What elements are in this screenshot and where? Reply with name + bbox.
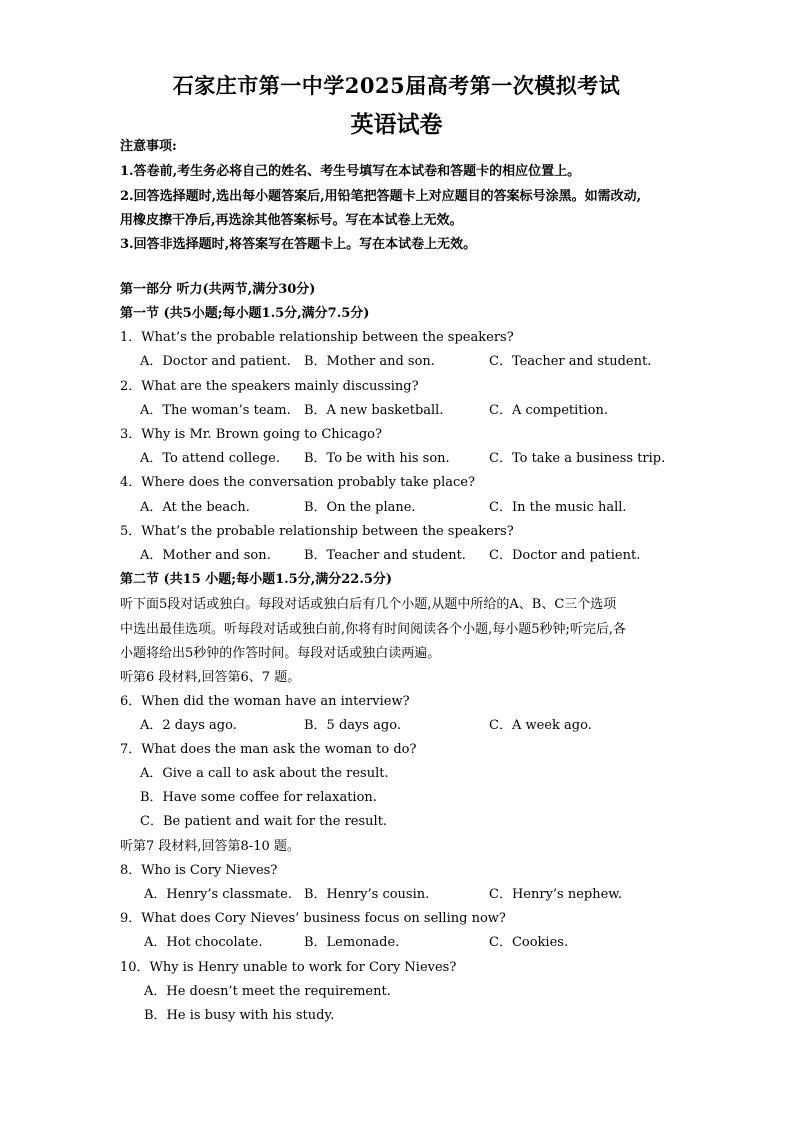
option-b: B．He is busy with his study.: [144, 1008, 335, 1023]
option-c: C．Teacher and student.: [489, 354, 652, 369]
option-a: A．To attend college.: [140, 451, 280, 466]
option-c: C．Be patient and wait for the result.: [140, 814, 388, 829]
option-a: A．Mother and son.: [140, 548, 271, 563]
option-b: B．Teacher and student.: [304, 548, 466, 563]
option-c: C．Henry’s nephew.: [489, 887, 623, 902]
question-stem: 4．Where does the conversation probably take place?: [120, 475, 475, 490]
option-c: C．In the music hall.: [489, 500, 627, 515]
option-c: C．A competition.: [489, 403, 609, 418]
material-heading: 听第7 段材料,回答第8-10 题。: [120, 839, 300, 854]
question-stem: 7．What does the man ask the woman to do?: [120, 742, 417, 757]
option-b: B．Have some coffee for relaxation.: [140, 790, 377, 805]
section-heading: 第一节 (共5小题;每小题1.5分,满分7.5分): [120, 306, 370, 321]
exam-subtitle: 英语试卷: [350, 111, 443, 138]
instructions-line: 中选出最佳选项。听每段对话或独白前,你将有时间阅读各个小题,每小题5秒钟;听完后,各: [120, 622, 627, 637]
section-heading: 第二节 (共15 小题;每小题1.5分,满分22.5分): [120, 572, 393, 587]
question-stem: 6．When did the woman have an interview?: [120, 694, 410, 709]
notice-item: 用橡皮擦干净后,再选涂其他答案标号。写在本试卷上无效。: [120, 213, 463, 228]
option-a: A．2 days ago.: [140, 718, 237, 733]
option-a: A．Doctor and patient.: [140, 354, 291, 369]
question-stem: 5．What’s the probable relationship between the speakers?: [120, 524, 514, 539]
exam-title: 石家庄市第一中学2025届高考第一次模拟考试: [172, 73, 621, 98]
question-stem: 3．Why is Mr. Brown going to Chicago?: [120, 427, 382, 442]
question-stem: 1．What’s the probable relationship between the speakers?: [120, 330, 514, 345]
option-b: B．5 days ago.: [304, 718, 401, 733]
option-b: B．On the plane.: [304, 500, 416, 515]
option-b: B．Henry’s cousin.: [304, 887, 430, 902]
option-a: A．At the beach.: [140, 500, 250, 515]
option-b: B．Mother and son.: [304, 354, 435, 369]
option-a: A．Give a call to ask about the result.: [140, 766, 389, 781]
question-stem: 2．What are the speakers mainly discussing?: [120, 379, 419, 394]
question-stem: 9．What does Cory Nieves’ business focus on selling now?: [120, 911, 506, 926]
option-c: C．Doctor and patient.: [489, 548, 641, 563]
instructions-line: 听下面5段对话或独白。每段对话或独白后有几个小题,从题中所给的A、B、C三个选项: [120, 597, 617, 612]
option-b: B．Lemonade.: [304, 935, 400, 950]
option-a: A．Hot chocolate.: [144, 935, 263, 950]
notice-item: 3.回答非选择题时,将答案写在答题卡上。写在本试卷上无效。: [120, 237, 477, 252]
notice-item: 2.回答选择题时,选出每小题答案后,用铅笔把答题卡上对应题目的答案标号涂黑。如需改动,: [120, 189, 642, 204]
question-stem: 10．Why is Henry unable to work for Cory Nieves?: [120, 960, 457, 975]
part-heading: 第一部分 听力(共两节,满分30分): [120, 282, 316, 297]
notice-item: 1.答卷前,考生务必将自己的姓名、考生号填写在本试卷和答题卡的相应位置上。: [120, 164, 581, 179]
option-c: C．Cookies.: [489, 935, 569, 950]
option-a: A．He doesn’t meet the requirement.: [144, 984, 391, 999]
notice-heading: 注意事项:: [120, 139, 177, 154]
instructions-line: 小题将给出5秒钟的作答时间。每段对话或独白读两遍。: [120, 646, 441, 661]
option-a: A．The woman’s team.: [140, 403, 291, 418]
option-b: B．To be with his son.: [304, 451, 450, 466]
option-c: C．A week ago.: [489, 718, 592, 733]
option-b: B．A new basketball.: [304, 403, 444, 418]
option-c: C．To take a business trip.: [489, 451, 666, 466]
material-heading: 听第6 段材料,回答第6、7 题。: [120, 670, 301, 685]
option-a: A．Henry’s classmate.: [144, 887, 292, 902]
question-stem: 8．Who is Cory Nieves?: [120, 863, 278, 878]
